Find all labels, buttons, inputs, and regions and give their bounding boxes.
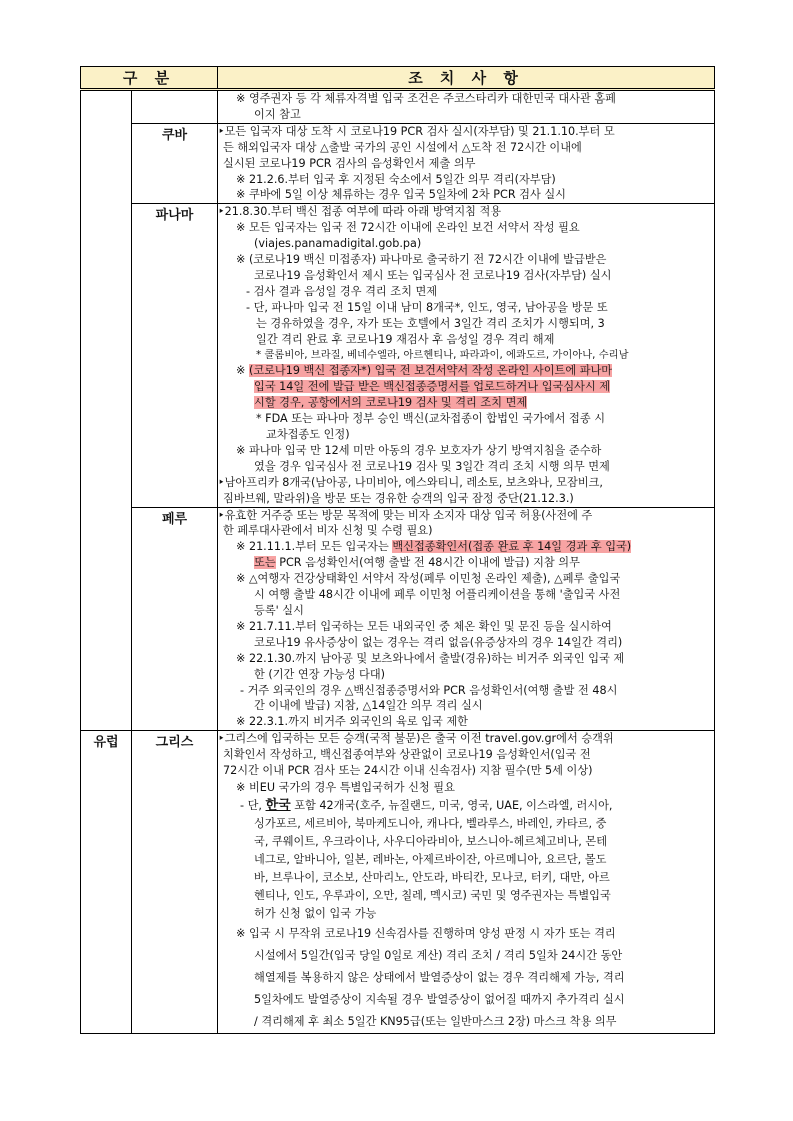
- table-row-panama: [81, 204, 715, 507]
- text-line: (viajes.panamadigital.gob.pa): [254, 237, 422, 251]
- text-line: 교차접종도 인정): [266, 428, 350, 442]
- text-line: 해열제를 복용하지 않은 상태에서 발열증상이 없는 경우 격리해제 가능, 격리: [254, 970, 625, 984]
- text-line: * FDA 또는 파나마 정부 승인 백신(교차접종이 합법인 국가에서 접종 시: [256, 412, 606, 426]
- text-highlight: (코로나19 백신 접종자*) 입국 전 보건서약서 작성 온라인 사이트에 파나마: [248, 364, 613, 378]
- text-line: 였을 경우 입국심사 전 코로나19 검사 및 3일간 격리 조치 시행 의무 면제: [254, 459, 610, 473]
- text-line: - 검사 결과 음성일 경우 격리 조치 면제: [246, 284, 438, 298]
- text-line: [218, 555, 714, 571]
- text-line: 국, 쿠웨이트, 우크라이나, 사우디아라비아, 보스니아-헤르체고비나, 몬테: [254, 834, 608, 848]
- highlighted-line: [218, 379, 714, 395]
- text-line: [218, 797, 714, 815]
- text-line: 는 경유하였을 경우, 자가 또는 호텔에서 3일간 격리 조치가 시행되며, 3: [256, 316, 605, 330]
- text-line: 바, 브루나이, 코소보, 산마리노, 안도라, 바티칸, 모나코, 터키, 대만, 아르: [254, 870, 610, 884]
- text-line: ‣유효한 거주증 또는 방문 목적에 맞는 비자 소지자 대상 입국 허용(사전에 주: [218, 508, 593, 522]
- text-line: ※ 입국 시 무작위 코로나19 신속검사를 진행하며 양성 판정 시 자가 또는 격리: [236, 926, 616, 940]
- country-greece: 그리스: [132, 731, 218, 1034]
- text-line: 코로나19 음성확인서 제시 또는 입국심사 전 코로나19 검사(자부담) 실시: [254, 268, 612, 282]
- measures-cell: [218, 204, 715, 507]
- text-highlight: 시할 경우, 공항에서의 코로나19 검사 및 격리 조치 면제: [254, 396, 528, 410]
- text-line: ※ 모든 입국자는 입국 전 72시간 이내에 온라인 보건 서약서 작성 필요: [236, 221, 580, 235]
- text-line: 시 여행 출발 48시간 이내에 페루 이민청 어플리케이션을 통해 '출입국 사전: [254, 588, 621, 602]
- text-line: ※ 22.1.30.까지 남아공 및 보츠와나에서 출발(경유)하는 비거주 외국인 입국 제: [236, 651, 625, 665]
- text-line: ‣그리스에 입국하는 모든 승객(국적 불문)은 출국 이전 travel.gov.gr에서 승객위: [218, 732, 614, 746]
- text-line: 이지 참고: [254, 107, 301, 121]
- text-line: ‣남아프리카 8개국(남아공, 나미비아, 에스와티니, 레소토, 보츠와나, 모잠비크,: [218, 475, 603, 489]
- text-line: ※ 영주권자 등 각 체류자격별 입국 조건은 주코스타리카 대한민국 대사관 홈페: [236, 92, 616, 105]
- highlighted-line: [218, 395, 714, 411]
- measures-cell: [218, 123, 715, 204]
- text-line: ※ △여행자 건강상태확인 서약서 작성(페루 이민청 온라인 제출), △페루 출입국: [236, 572, 621, 586]
- text-line: ※ 쿠바에 5일 이상 체류하는 경우 입국 5일차에 2차 PCR 검사 실시: [236, 188, 566, 202]
- text-line: ‣모든 입국자 대상 도착 시 코로나19 PCR 검사 실시(자부담) 및 21.1.10.부터 모: [218, 124, 615, 138]
- text-highlight: 백신접종확인서(접종 완료 후 14일 경과 후 입국): [392, 540, 632, 554]
- text-line: ※ 21.7.11.부터 입국하는 모든 내외국인 중 체온 확인 및 문진 등을 실시하여: [236, 619, 612, 633]
- text-line: / 격리해제 후 최소 5일간 KN95급(또는 일반마스크 2장) 마스크 착용 의무: [254, 1014, 617, 1028]
- country-cuba: 쿠바: [132, 123, 218, 204]
- text-line: ※ 22.3.1.까지 비거주 외국인의 육로 입국 제한: [236, 715, 468, 729]
- text-line: 간 이내에 발급) 지참, △14일간 의무 격리 실시: [254, 699, 483, 713]
- text-line: ※ (코로나19 백신 미접종자) 파나마로 출국하기 전 72시간 이내에 발급받은: [236, 253, 607, 267]
- text-line: 시설에서 5일간(입국 당일 0일로 계산) 격리 조치 / 격리 5일차 24시간 동안: [254, 948, 623, 962]
- text-line: 허가 신청 없이 입국 가능: [254, 906, 377, 920]
- text-line: - 단, 파나마 입국 전 15일 이내 남미 8개국*, 인도, 영국, 남아공을 방문 또: [246, 300, 608, 314]
- country-peru: 페루: [132, 507, 218, 731]
- korea-emphasis: 한국: [265, 797, 291, 813]
- text-line: 싱가포르, 세르비아, 북마케도니아, 캐나다, 벨라루스, 바레인, 카타르, 중: [254, 816, 607, 830]
- text-segment: - 단,: [240, 798, 266, 812]
- text-line: 짐바브웨, 말라위)을 방문 또는 경유한 승객의 입국 잠정 중단(21.12.3.): [223, 491, 574, 505]
- country-panama: 파나마: [132, 204, 218, 507]
- text-line: ‣21.8.30.부터 백신 접종 여부에 따라 아래 방역지침 적용: [218, 205, 502, 219]
- text-line: 헨티나, 인도, 우루과이, 오만, 칠레, 멕시코) 국민 및 영주권자는 특별입국: [254, 888, 611, 902]
- table-row-greece: [81, 731, 715, 1034]
- measures-cell: [218, 90, 715, 124]
- table-row-peru: [81, 507, 715, 731]
- table-header: [81, 67, 715, 90]
- measures-cell: [218, 507, 715, 731]
- text-line: 등록' 실시: [254, 604, 304, 617]
- text-line: * 콜롬비아, 브라질, 베네수엘라, 아르헨티나, 파라과이, 에콰도르, 가이아나, 수리남: [256, 348, 629, 361]
- text-line: 한 (기간 연장 가능성 다대): [254, 667, 386, 681]
- text-line: ※ 비EU 국가의 경우 특별입국허가 신청 필요: [236, 780, 455, 794]
- text-line: 일간 격리 완료 후 코로나19 재검사 후 음성일 경우 격리 해제: [256, 332, 555, 346]
- text-segment: 포함 42개국(호주, 뉴질랜드, 미국, 영국, UAE, 이스라엘, 러시아,: [290, 798, 613, 812]
- text-line: 코로나19 유사증상이 없는 경우는 격리 없음(유증상자의 경우 14일간 격리): [254, 635, 623, 649]
- header-measures: 조 치 사 항: [218, 67, 715, 90]
- country-cell-empty: [132, 90, 218, 124]
- table-row-continuation: [81, 90, 715, 124]
- text-line: 네그로, 알바니아, 일본, 레바논, 아제르바이잔, 아르메니아, 요르단, 몰도: [254, 852, 607, 866]
- text-line: [218, 539, 714, 555]
- text-line: 72시간 이내 PCR 검사 또는 24시간 이내 신속검사) 지참 필수(만 5세 이상): [223, 764, 593, 778]
- ref-mark: ※: [236, 364, 246, 378]
- text-segment: PCR 음성확인서(여행 출발 전 48시간 이내에 발급) 지참 의무: [275, 556, 580, 570]
- text-highlight: 또는: [254, 556, 276, 570]
- region-cell-latin-america: [81, 90, 132, 731]
- measures-cell: [218, 731, 715, 1034]
- highlighted-line: [218, 363, 714, 379]
- text-line: - 거주 외국인의 경우 △백신접종증명서와 PCR 음성확인서(여행 출발 전 48시: [240, 683, 618, 697]
- text-line: ※ 21.2.6.부터 입국 후 지정된 숙소에서 5일간 의무 격리(자부담): [236, 172, 556, 186]
- text-line: 치확인서 작성하고, 백신접종여부와 상관없이 코로나19 음성확인서(입국 전: [223, 748, 591, 762]
- text-highlight: 입국 14일 전에 발급 받은 백신접종증명서를 업로드하거나 입국심사시 제: [254, 380, 611, 394]
- measures-table: [80, 66, 715, 1034]
- text-line: 든 해외입국자 대상 △출발 국가의 공인 시설에서 △도착 전 72시간 이내에: [223, 140, 582, 154]
- text-line: 한 페루대사관에서 비자 신청 및 수령 필요): [223, 524, 433, 538]
- header-category: 구 분: [81, 67, 218, 90]
- table-row-cuba: [81, 123, 715, 204]
- region-europe: 유럽: [81, 731, 132, 1034]
- text-line: 실시된 코로나19 PCR 검사의 음성확인서 제출 의무: [223, 156, 476, 170]
- text-line: 5일차에도 발열증상이 지속될 경우 발열증상이 없어질 때까지 추가격리 실시: [254, 992, 625, 1006]
- text-segment: ※ 21.11.1.부터 모든 입국자는: [236, 540, 393, 554]
- text-line: ※ 파나마 입국 만 12세 미만 아동의 경우 보호자가 상기 방역지침을 준수하: [236, 443, 602, 457]
